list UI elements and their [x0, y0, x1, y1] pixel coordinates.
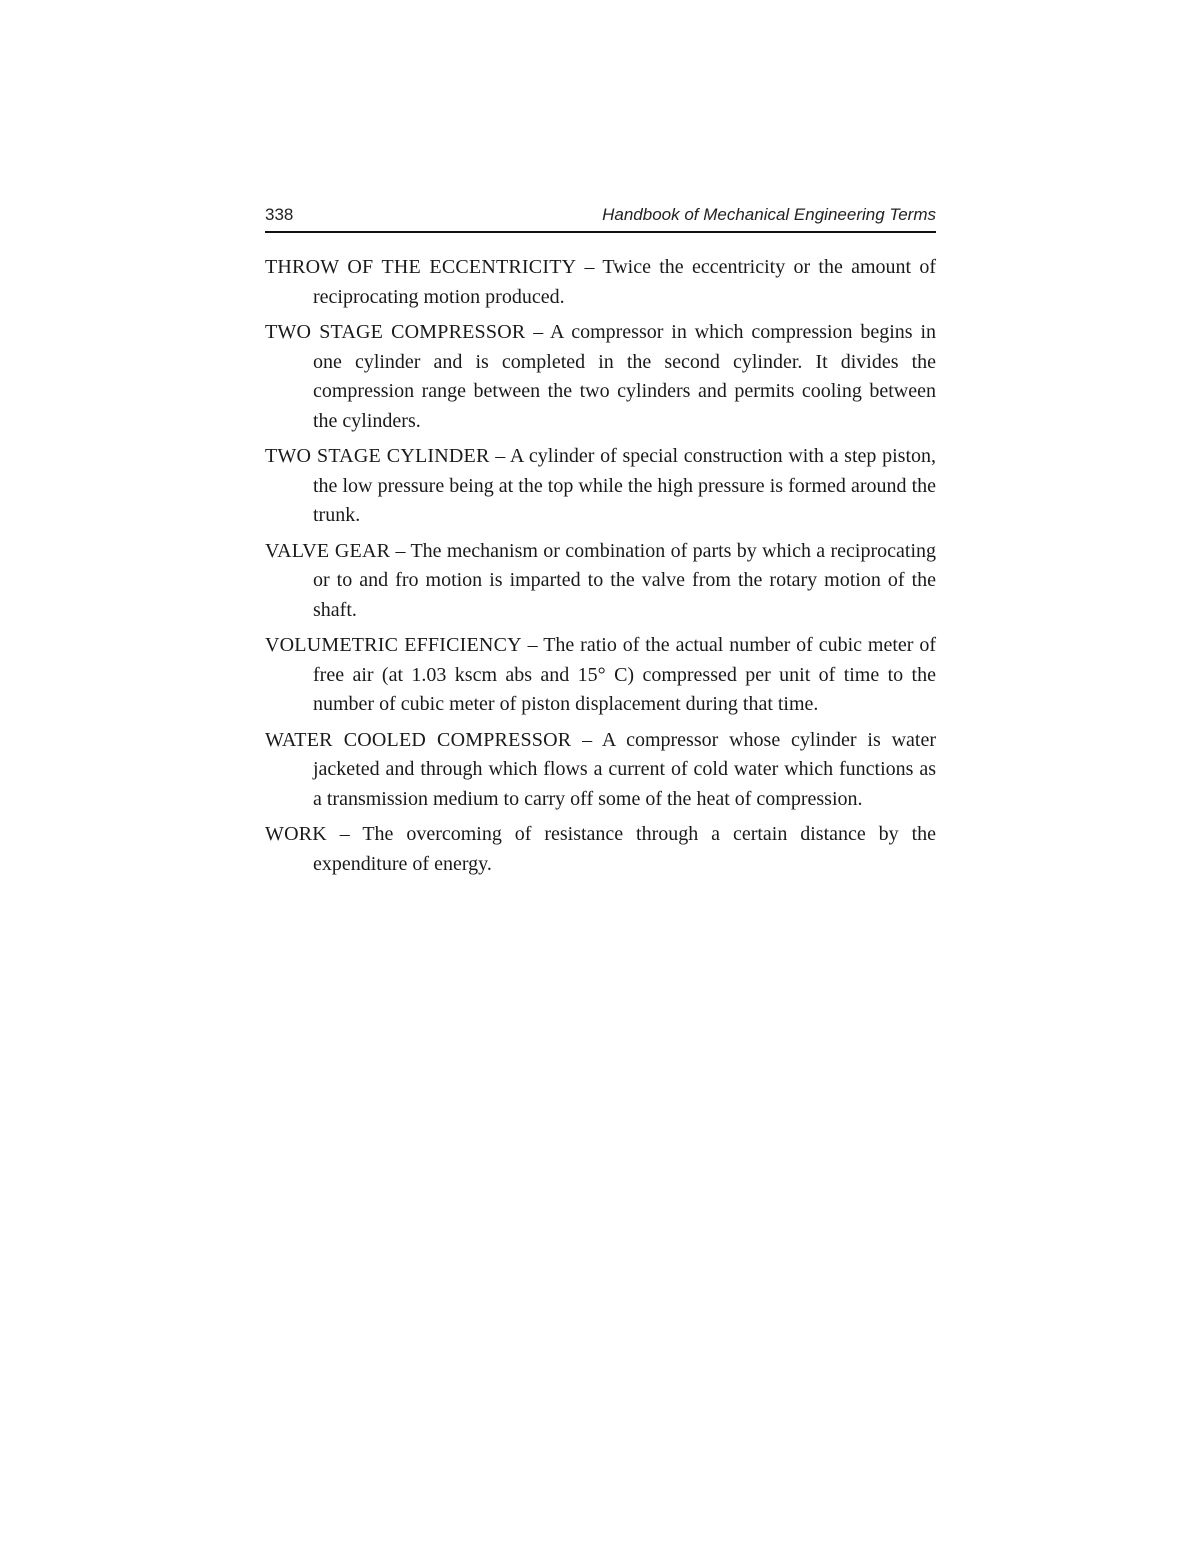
glossary-term: VALVE GEAR [265, 539, 391, 562]
page-number: 338 [265, 205, 294, 224]
document-page [265, 205, 936, 885]
glossary-definition: A compressor whose cylinder is water jacketed and through which flows a current of cold water which functions as a transmission medium to carry off some of the heat of compression. [313, 728, 937, 810]
glossary-definition: The overcoming of resistance through a certain distance by the expenditure of energy. [313, 823, 936, 875]
glossary-term: VOLUMETRIC EFFICIENCY [265, 634, 522, 656]
glossary-entry: TWO STAGE CYLINDER – A cylinder of special construction with a step piston, the low pressure being at the top while the high pressure is formed around the trunk. [265, 445, 936, 526]
glossary-term: WATER COOLED COMPRESSOR [265, 728, 572, 751]
book-title: Handbook of Mechanical Engineering Terms [602, 205, 936, 224]
glossary-term: WORK [265, 823, 327, 845]
glossary-definition: The ratio of the actual number of cubic meter of free air (at 1.03 kscm abs and 15° C) compressed per unit of time to the number of cubic meter of piston displacement during that time. [313, 634, 937, 715]
glossary-term: TWO STAGE COMPRESSOR [265, 321, 526, 343]
glossary-term: THROW OF THE ECCENTRICITY [265, 256, 577, 278]
glossary-entry: VALVE GEAR – The mechanism or combination of parts by which a reciprocating or to and fro motion is imparted to the valve from the rotary motion of the shaft. [265, 539, 937, 621]
glossary-definition: Twice the eccentricity or the amount of reciprocating motion produced. [313, 256, 936, 308]
glossary-entry: TWO STAGE COMPRESSOR – A compressor in which compression begins in one cylinder and is completed in the second cylinder. It divides the compression range between the two cylinders and permits cooling between the cylinders. [265, 321, 936, 432]
running-head [265, 205, 936, 233]
glossary-entry: THROW OF THE ECCENTRICITY – Twice the eccentricity or the amount of reciprocating motion produced. [265, 256, 936, 308]
glossary-definition: A compressor in which compression begins in one cylinder and is completed in the second cylinder. It divides the compression range between the two cylinders and permits cooling between the cylinders. [313, 321, 936, 432]
glossary-entry: WATER COOLED COMPRESSOR – A compressor whose cylinder is water jacketed and through which flows a current of cold water which functions as a transmission medium to carry off some of the heat of compression. [265, 728, 937, 810]
glossary-entries [265, 253, 936, 879]
glossary-definition: The mechanism or combination of parts by which a reciprocating or to and fro motion is imparted to the valve from the rotary motion of the shaft. [313, 539, 937, 621]
glossary-entry: WORK – The overcoming of resistance through a certain distance by the expenditure of energy. [265, 823, 936, 875]
glossary-entry: VOLUMETRIC EFFICIENCY – The ratio of the actual number of cubic meter of free air (at 1.03 kscm abs and 15° C) compressed per unit of time to the number of cubic meter of piston displacement during that time. [265, 634, 937, 715]
glossary-term: TWO STAGE CYLINDER [265, 445, 490, 467]
glossary-definition: A cylinder of special construction with a step piston, the low pressure being at the top while the high pressure is formed around the trunk. [313, 445, 936, 526]
